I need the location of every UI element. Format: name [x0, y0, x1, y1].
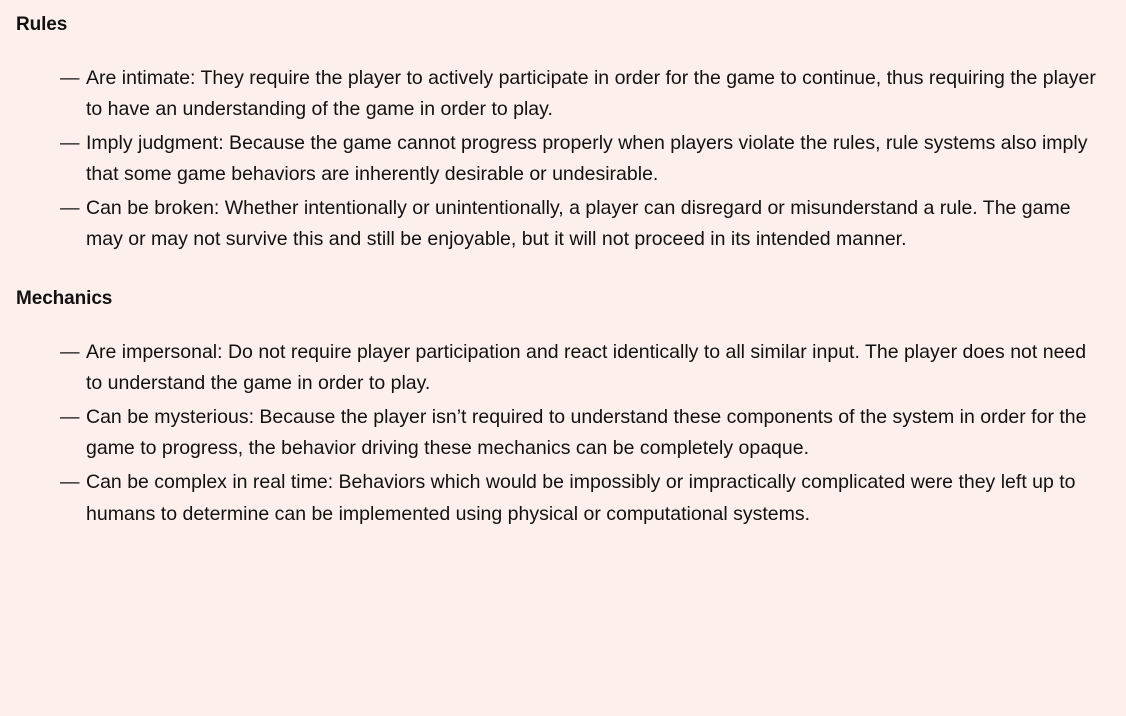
list-item: [60, 337, 1110, 400]
section-heading-rules: Rules: [16, 14, 68, 35]
heading-spacer: [16, 45, 1110, 63]
bullet-list-mechanics: [16, 337, 1110, 530]
em-dash-icon: —: [60, 196, 80, 219]
em-dash-icon: —: [60, 340, 80, 363]
section-rules: [16, 12, 1110, 256]
section-mechanics: [16, 286, 1110, 530]
list-item: [60, 193, 1110, 256]
list-item-text: Can be complex in real time: Behaviors which would be impossibly or impractically complicated were they left up to humans to determine can be implemented using physical or computational systems.: [86, 470, 1076, 525]
section-heading-mechanics: Mechanics: [16, 288, 113, 310]
heading-spacer: [16, 319, 1110, 337]
list-item-text: Are impersonal: Do not require player participation and react identically to all similar input. The player does not need to understand the game in order to play.: [86, 340, 1087, 395]
bullet-list-rules: [16, 63, 1110, 256]
list-item-text: Can be mysterious: Because the player isn’t required to understand these components of the system in order for the game to progress, the behavior driving these mechanics can be completely opaque.: [86, 405, 1087, 460]
em-dash-icon: —: [60, 470, 80, 493]
em-dash-icon: —: [60, 131, 80, 154]
list-item: [60, 63, 1110, 126]
list-item-text: Imply judgment: Because the game cannot progress properly when players violate the rules, rule systems also imply that some game behaviors are inherently desirable or undesirable.: [86, 131, 1088, 186]
em-dash-icon: —: [60, 405, 80, 428]
list-item: [60, 128, 1110, 191]
list-item-text: Can be broken: Whether intentionally or unintentionally, a player can disregard or misunderstand a rule. The game may or may not survive this and still be enjoyable, but it will not proceed in its intended manner.: [86, 196, 1071, 251]
em-dash-icon: —: [60, 66, 80, 89]
list-item: [60, 402, 1110, 465]
list-item-text: Are intimate: They require the player to actively participate in order for the game to continue, thus requiring the player to have an understanding of the game in order to play.: [86, 66, 1096, 121]
list-item: [60, 467, 1110, 530]
